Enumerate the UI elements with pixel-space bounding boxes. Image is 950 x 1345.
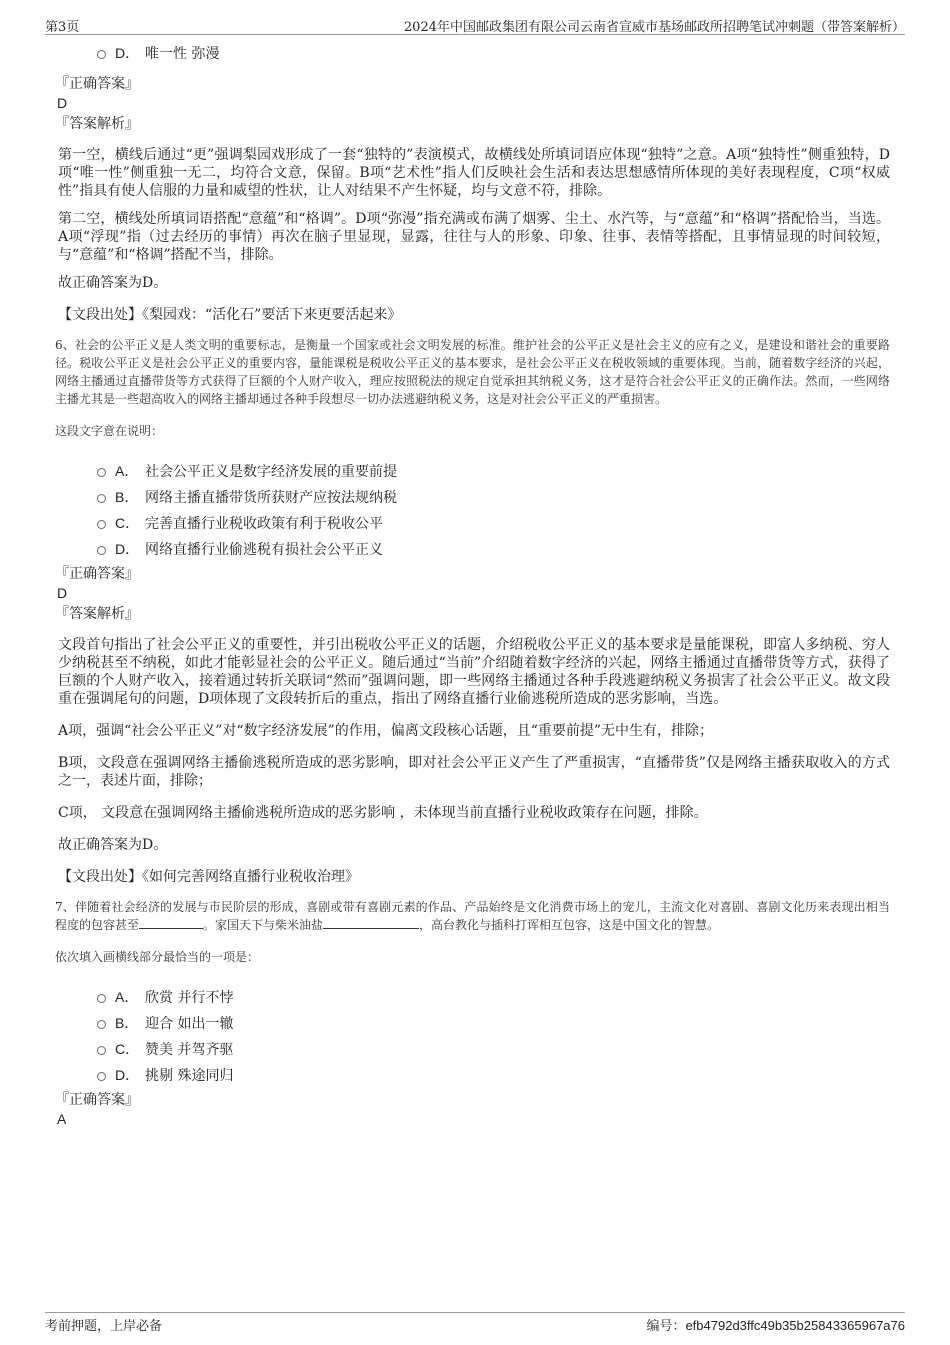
question-prompt: 依次填入画横线部分最恰当的一项是： xyxy=(55,950,260,964)
q7-option-d[interactable]: D． 挑剔 殊途同归 xyxy=(55,1062,890,1088)
answer-value: D xyxy=(57,95,68,111)
answer-value: A xyxy=(57,1111,67,1127)
radio-icon[interactable] xyxy=(97,546,106,555)
analysis-paragraph: B项，文段意在强调网络主播偷逃税所造成的恶劣影响，即对社会公平正义产生了严重损害，“直播带货”仅是网络主播获取收入的方式之一，表述片面，排除； xyxy=(58,755,890,789)
q7-option-a[interactable]: A． 欣赏 并行不悖 xyxy=(55,984,890,1010)
q7-option-b[interactable]: B． 迎合 如出一辙 xyxy=(55,1010,890,1036)
q5-option-d[interactable]: D． 唯一性 弥漫 xyxy=(55,40,890,66)
radio-icon[interactable] xyxy=(97,520,106,529)
page-number: 第3页 xyxy=(45,20,80,35)
radio-icon[interactable] xyxy=(97,468,106,477)
q6-option-d[interactable]: D． 网络直播行业偷逃税有损社会公平正义 xyxy=(55,536,890,562)
analysis-paragraph: C项， 文段意在强调网络主播偷逃税所造成的恶劣影响 ，未体现当前直播行业税收政策存在问题，排除。 xyxy=(58,805,708,821)
analysis-conclusion: 故正确答案为D。 xyxy=(58,837,168,853)
page-header xyxy=(45,14,905,35)
analysis-conclusion: 故正确答案为D。 xyxy=(58,275,168,291)
analysis-paragraph: 文段首句指出了社会公平正义的重要性，并引出税收公平正义的话题，介绍税收公平正义的基本要求是量能课税，即富人多纳税、穷人少纳税甚至不纳税，如此才能彰显社会的公平正义。随后通过“当前”介绍随着数字经济的兴起，网络主播通过直播带货等方式，获得了巨额的个人财产收入，接着通过转折关联词“然而”强调问题，即一些网络主播通过各种手段逃避纳税义务损害了社会公平正义。故文段重在强调尾句的问题，D项体现了文段转折后的重点，指出了网络直播行业偷逃税所造成的恶劣影响，当选。 xyxy=(58,637,890,707)
footer-slogan: 考前押题，上岸必备 xyxy=(45,1319,163,1334)
question-prompt: 这段文字意在说明： xyxy=(55,424,164,438)
analysis-paragraph: 第二空，横线处所填词语搭配“意蕴”和“格调”。D项“弥漫”指充满或布满了烟雾、尘土、水汽等，与“意蕴”和“格调”搭配恰当，当选。A项“浮现”指（过去经历的事情）再次在脑子里显现，显露，往往与人的形象、印象、往事、表情等搭配，且事情显现的时间较短，与“意蕴”和“格调”搭配不当，排除。 xyxy=(58,211,890,263)
analysis-paragraph: 第一空，横线后通过“更”强调梨园戏形成了一套“独特的”表演模式，故横线处所填词语应体现“独特”之意。A项“独特性”侧重独特，D项“唯一性”侧重独一无二，均符合文意，保留。B项“艺术性”指人们反映社会生活和表达思想感情所体现的美好表现程度，C项“权威性”指具有使人信服的力量和威望的性状，让人对结果不产生怀疑，均与文意不符，排除。 xyxy=(58,147,890,199)
analysis-label: 『答案解析』 xyxy=(55,116,139,132)
source-citation: 【文段出处】《如何完善网络直播行业税收治理》 xyxy=(58,869,359,885)
document-id: 编号：efb4792d3ffc49b35b25843365967a76 xyxy=(646,1318,905,1333)
radio-icon[interactable] xyxy=(97,494,106,503)
q6-options xyxy=(55,458,890,562)
radio-icon[interactable] xyxy=(97,1020,106,1029)
radio-icon[interactable] xyxy=(97,1072,106,1081)
page-footer xyxy=(45,1312,905,1333)
answer-value: D xyxy=(57,585,68,601)
document-title: 2024年中国邮政集团有限公司云南省宣威市基场邮政所招聘笔试冲刺题（带答案解析） xyxy=(403,20,905,35)
page-content xyxy=(55,40,890,1128)
q6-option-a[interactable]: A． 社会公平正义是数字经济发展的重要前提 xyxy=(55,458,890,484)
answer-label: 『正确答案』 xyxy=(55,1092,139,1108)
radio-icon[interactable] xyxy=(97,994,106,1003)
radio-icon[interactable] xyxy=(97,50,106,59)
q7-option-c[interactable]: C． 赞美 并驾齐驱 xyxy=(55,1036,890,1062)
question-stem: 6、社会的公平正义是人类文明的重要标志，是衡量一个国家或社会文明发展的标准。维护社会的公平正义是社会主义的应有之义，是建设和谐社会的重要路径。税收公平正义是社会公平正义的重要内容，量能课税是税收公平正义的基本要求，是社会公平正义在税收领域的重要体现。当前，随着数字经济的兴起，网络主播通过直播带货等方式获得了巨额的个人财产收入，理应按照税法的规定自觉承担其纳税义务，这才是符合社会公平正义的正确作法。然而，一些网络主播尤其是一些超高收入的网络主播却通过各种手段想尽一切办法逃避纳税义务，这是对社会公平正义的严重损害。 xyxy=(55,338,890,406)
question-stem: 7、伴随着社会经济的发展与市民阶层的形成，喜剧或带有喜剧元素的作品、产品始终是文化消费市场上的宠儿，主流文化对喜剧、喜剧文化历来表现出相当程度的包容甚至 。家国天下与柴米油盐 ，高台教化与插科打诨相互包容，这是中国文化的智慧。 xyxy=(55,900,890,932)
fill-blank-2 xyxy=(323,916,419,929)
q6-option-b[interactable]: B． 网络主播直播带货所获财产应按法规纳税 xyxy=(55,484,890,510)
source-citation: 【文段出处】《梨园戏：“活化石”要活下来更要活起来》 xyxy=(58,307,402,323)
answer-label: 『正确答案』 xyxy=(55,566,139,582)
q6-option-c[interactable]: C． 完善直播行业税收政策有利于税收公平 xyxy=(55,510,890,536)
analysis-paragraph: A项，强调“社会公平正义”对“数字经济发展”的作用，偏离文段核心话题，且“重要前提”无中生有，排除； xyxy=(58,723,714,739)
q7-options xyxy=(55,984,890,1088)
answer-label: 『正确答案』 xyxy=(55,76,139,92)
analysis-label: 『答案解析』 xyxy=(55,606,139,622)
fill-blank-1 xyxy=(139,916,203,929)
radio-icon[interactable] xyxy=(97,1046,106,1055)
